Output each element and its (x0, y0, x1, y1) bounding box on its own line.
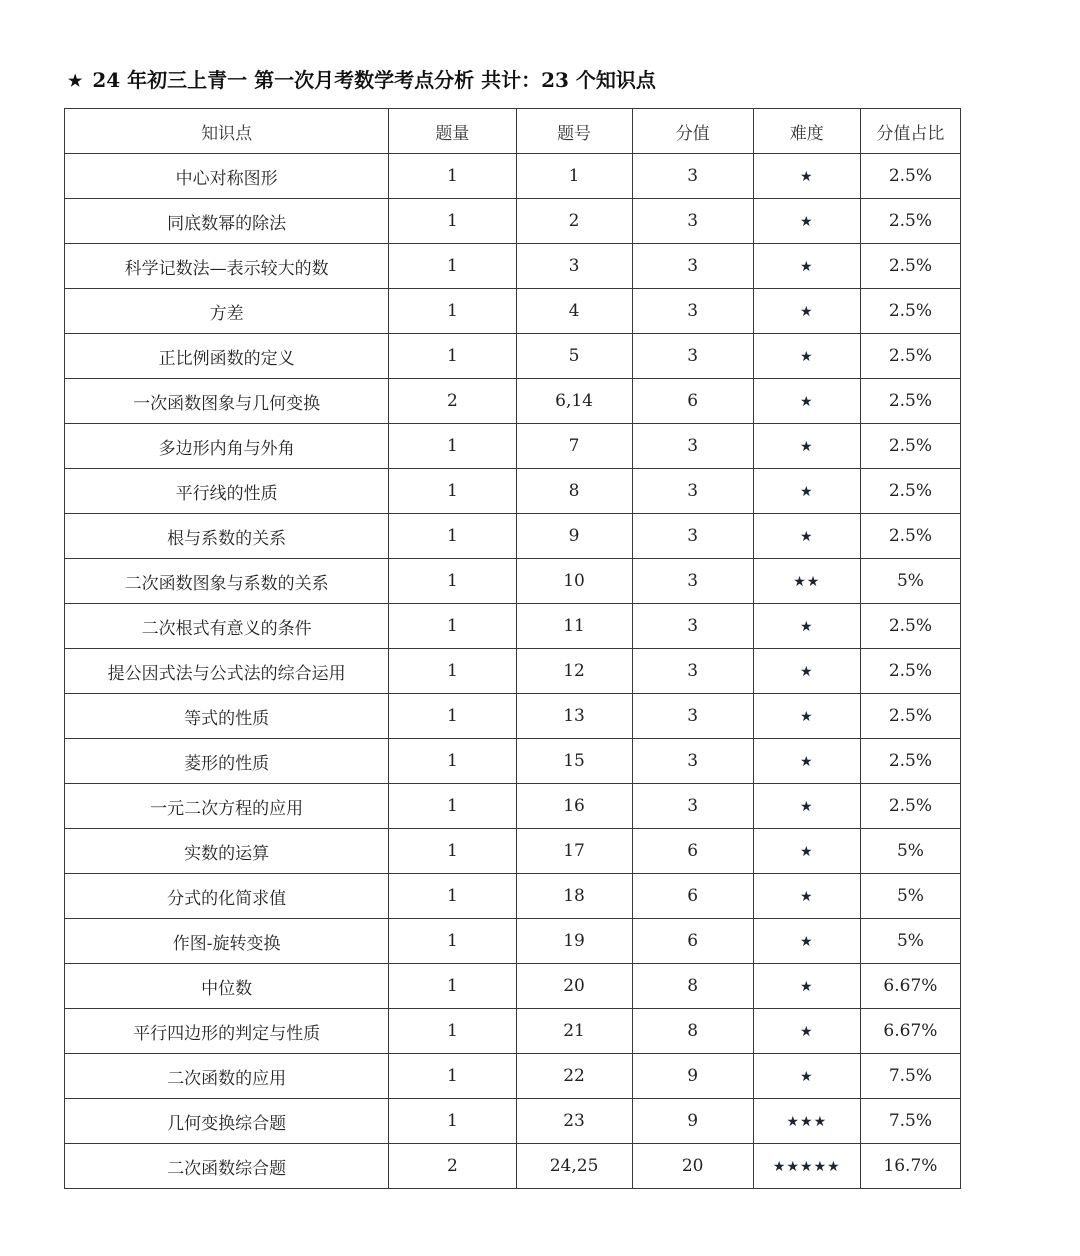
cell-number: 24,25 (516, 1144, 632, 1189)
difficulty-stars-icon: ★ (800, 754, 814, 770)
table-row (65, 244, 961, 289)
cell-number: 17 (516, 829, 632, 874)
cell-topic: 平行线的性质 (65, 469, 389, 514)
table-row (65, 289, 961, 334)
cell-count: 1 (389, 649, 516, 694)
cell-ratio: 5% (860, 874, 960, 919)
difficulty-stars-icon: ★ (800, 484, 814, 500)
cell-difficulty (753, 1054, 860, 1099)
knowledge-point-table (64, 108, 961, 1189)
cell-ratio: 2.5% (860, 514, 960, 559)
cell-score: 3 (632, 289, 753, 334)
cell-score: 8 (632, 1009, 753, 1054)
cell-score: 3 (632, 784, 753, 829)
difficulty-stars-icon: ★ (800, 259, 814, 275)
cell-number: 8 (516, 469, 632, 514)
cell-difficulty (753, 244, 860, 289)
cell-ratio: 2.5% (860, 469, 960, 514)
cell-ratio: 2.5% (860, 739, 960, 784)
cell-number: 2 (516, 199, 632, 244)
difficulty-stars-icon: ★★★★★ (772, 1159, 841, 1175)
cell-topic: 作图-旋转变换 (65, 919, 389, 964)
difficulty-stars-icon: ★ (800, 169, 814, 185)
cell-count: 1 (389, 784, 516, 829)
cell-topic: 二次根式有意义的条件 (65, 604, 389, 649)
cell-count: 1 (389, 559, 516, 604)
cell-number: 18 (516, 874, 632, 919)
cell-topic: 中心对称图形 (65, 154, 389, 199)
header-topic: 知识点 (65, 109, 389, 154)
cell-difficulty (753, 379, 860, 424)
table-body (65, 154, 961, 1189)
cell-ratio: 2.5% (860, 784, 960, 829)
cell-difficulty (753, 559, 860, 604)
table-header-row (65, 109, 961, 154)
cell-count: 1 (389, 964, 516, 1009)
cell-ratio: 2.5% (860, 154, 960, 199)
cell-number: 9 (516, 514, 632, 559)
cell-topic: 同底数幂的除法 (65, 199, 389, 244)
cell-number: 21 (516, 1009, 632, 1054)
table-row (65, 379, 961, 424)
cell-score: 6 (632, 379, 753, 424)
header-difficulty: 难度 (753, 109, 860, 154)
difficulty-stars-icon: ★ (800, 619, 814, 635)
table-row (65, 1054, 961, 1099)
table-row (65, 649, 961, 694)
cell-difficulty (753, 199, 860, 244)
cell-topic: 分式的化简求值 (65, 874, 389, 919)
cell-count: 1 (389, 739, 516, 784)
cell-difficulty (753, 154, 860, 199)
cell-difficulty (753, 1009, 860, 1054)
cell-score: 3 (632, 424, 753, 469)
cell-ratio: 2.5% (860, 604, 960, 649)
difficulty-stars-icon: ★ (800, 1024, 814, 1040)
difficulty-stars-icon: ★ (800, 844, 814, 860)
table-row (65, 874, 961, 919)
table-row (65, 1144, 961, 1189)
cell-number: 12 (516, 649, 632, 694)
cell-ratio: 2.5% (860, 694, 960, 739)
table-row (65, 469, 961, 514)
cell-number: 23 (516, 1099, 632, 1144)
table-row (65, 199, 961, 244)
table-row (65, 964, 961, 1009)
cell-number: 16 (516, 784, 632, 829)
cell-topic: 菱形的性质 (65, 739, 389, 784)
cell-count: 1 (389, 199, 516, 244)
difficulty-stars-icon: ★ (800, 349, 814, 365)
cell-ratio: 2.5% (860, 199, 960, 244)
cell-difficulty (753, 1099, 860, 1144)
cell-score: 3 (632, 244, 753, 289)
cell-count: 1 (389, 829, 516, 874)
table-row (65, 604, 961, 649)
cell-ratio: 2.5% (860, 379, 960, 424)
cell-topic: 二次函数的应用 (65, 1054, 389, 1099)
difficulty-stars-icon: ★ (800, 709, 814, 725)
cell-topic: 中位数 (65, 964, 389, 1009)
cell-topic: 提公因式法与公式法的综合运用 (65, 649, 389, 694)
cell-count: 1 (389, 1009, 516, 1054)
cell-count: 1 (389, 874, 516, 919)
table-row (65, 739, 961, 784)
cell-topic: 根与系数的关系 (65, 514, 389, 559)
cell-score: 20 (632, 1144, 753, 1189)
table-row (65, 514, 961, 559)
cell-topic: 正比例函数的定义 (65, 334, 389, 379)
cell-score: 3 (632, 469, 753, 514)
cell-number: 13 (516, 694, 632, 739)
cell-number: 5 (516, 334, 632, 379)
cell-difficulty (753, 784, 860, 829)
difficulty-stars-icon: ★ (800, 439, 814, 455)
cell-number: 20 (516, 964, 632, 1009)
cell-ratio: 7.5% (860, 1099, 960, 1144)
cell-score: 3 (632, 739, 753, 784)
cell-ratio: 2.5% (860, 649, 960, 694)
difficulty-stars-icon: ★ (800, 664, 814, 680)
cell-ratio: 16.7% (860, 1144, 960, 1189)
cell-topic: 平行四边形的判定与性质 (65, 1009, 389, 1054)
difficulty-stars-icon: ★ (800, 529, 814, 545)
cell-score: 3 (632, 649, 753, 694)
difficulty-stars-icon: ★★★ (786, 1114, 828, 1130)
cell-topic: 一元二次方程的应用 (65, 784, 389, 829)
cell-score: 6 (632, 829, 753, 874)
table-row (65, 919, 961, 964)
difficulty-stars-icon: ★ (800, 214, 814, 230)
cell-score: 3 (632, 154, 753, 199)
cell-difficulty (753, 469, 860, 514)
title-text: 24 年初三上青一 第一次月考数学考点分析 共计：23 个知识点 (92, 68, 656, 92)
cell-difficulty (753, 874, 860, 919)
cell-score: 6 (632, 874, 753, 919)
difficulty-stars-icon: ★ (800, 1069, 814, 1085)
cell-count: 1 (389, 514, 516, 559)
table-row (65, 784, 961, 829)
cell-difficulty (753, 1144, 860, 1189)
cell-topic: 方差 (65, 289, 389, 334)
cell-score: 3 (632, 559, 753, 604)
cell-ratio: 5% (860, 919, 960, 964)
cell-count: 1 (389, 334, 516, 379)
cell-number: 19 (516, 919, 632, 964)
cell-count: 2 (389, 1144, 516, 1189)
cell-score: 8 (632, 964, 753, 1009)
difficulty-stars-icon: ★ (800, 979, 814, 995)
cell-topic: 几何变换综合题 (65, 1099, 389, 1144)
cell-score: 6 (632, 919, 753, 964)
cell-difficulty (753, 919, 860, 964)
cell-topic: 等式的性质 (65, 694, 389, 739)
cell-number: 10 (516, 559, 632, 604)
cell-score: 3 (632, 604, 753, 649)
cell-difficulty (753, 649, 860, 694)
cell-difficulty (753, 334, 860, 379)
cell-ratio: 6.67% (860, 1009, 960, 1054)
cell-ratio: 2.5% (860, 289, 960, 334)
cell-difficulty (753, 424, 860, 469)
cell-ratio: 5% (860, 829, 960, 874)
table-row (65, 154, 961, 199)
cell-score: 3 (632, 199, 753, 244)
difficulty-stars-icon: ★ (800, 889, 814, 905)
cell-topic: 二次函数图象与系数的关系 (65, 559, 389, 604)
cell-topic: 多边形内角与外角 (65, 424, 389, 469)
cell-ratio: 2.5% (860, 334, 960, 379)
cell-number: 7 (516, 424, 632, 469)
cell-score: 9 (632, 1099, 753, 1144)
cell-difficulty (753, 829, 860, 874)
cell-topic: 科学记数法—表示较大的数 (65, 244, 389, 289)
cell-ratio: 6.67% (860, 964, 960, 1009)
cell-topic: 一次函数图象与几何变换 (65, 379, 389, 424)
cell-count: 2 (389, 379, 516, 424)
cell-difficulty (753, 289, 860, 334)
cell-score: 3 (632, 334, 753, 379)
cell-count: 1 (389, 694, 516, 739)
table-row (65, 334, 961, 379)
difficulty-stars-icon: ★ (800, 304, 814, 320)
cell-number: 4 (516, 289, 632, 334)
cell-count: 1 (389, 1054, 516, 1099)
header-ratio: 分值占比 (860, 109, 960, 154)
table-row (65, 559, 961, 604)
title-star-icon: ★ (68, 71, 83, 90)
cell-score: 3 (632, 514, 753, 559)
cell-difficulty (753, 604, 860, 649)
cell-count: 1 (389, 289, 516, 334)
table-row (65, 1009, 961, 1054)
table-row (65, 424, 961, 469)
cell-count: 1 (389, 1099, 516, 1144)
cell-count: 1 (389, 919, 516, 964)
page-title (68, 64, 656, 96)
cell-score: 9 (632, 1054, 753, 1099)
cell-number: 1 (516, 154, 632, 199)
cell-score: 3 (632, 694, 753, 739)
cell-count: 1 (389, 244, 516, 289)
cell-number: 3 (516, 244, 632, 289)
difficulty-stars-icon: ★ (800, 394, 814, 410)
cell-count: 1 (389, 154, 516, 199)
table-row (65, 829, 961, 874)
header-count: 题量 (389, 109, 516, 154)
cell-number: 11 (516, 604, 632, 649)
header-score: 分值 (632, 109, 753, 154)
cell-difficulty (753, 739, 860, 784)
cell-difficulty (753, 694, 860, 739)
cell-ratio: 7.5% (860, 1054, 960, 1099)
cell-ratio: 5% (860, 559, 960, 604)
table-row (65, 694, 961, 739)
cell-count: 1 (389, 424, 516, 469)
cell-number: 6,14 (516, 379, 632, 424)
cell-difficulty (753, 964, 860, 1009)
difficulty-stars-icon: ★ (800, 934, 814, 950)
table-row (65, 1099, 961, 1144)
cell-number: 22 (516, 1054, 632, 1099)
cell-ratio: 2.5% (860, 244, 960, 289)
cell-ratio: 2.5% (860, 424, 960, 469)
cell-topic: 实数的运算 (65, 829, 389, 874)
difficulty-stars-icon: ★ (800, 799, 814, 815)
cell-count: 1 (389, 469, 516, 514)
cell-topic: 二次函数综合题 (65, 1144, 389, 1189)
difficulty-stars-icon: ★★ (793, 574, 821, 590)
cell-count: 1 (389, 604, 516, 649)
cell-number: 15 (516, 739, 632, 784)
header-number: 题号 (516, 109, 632, 154)
cell-difficulty (753, 514, 860, 559)
